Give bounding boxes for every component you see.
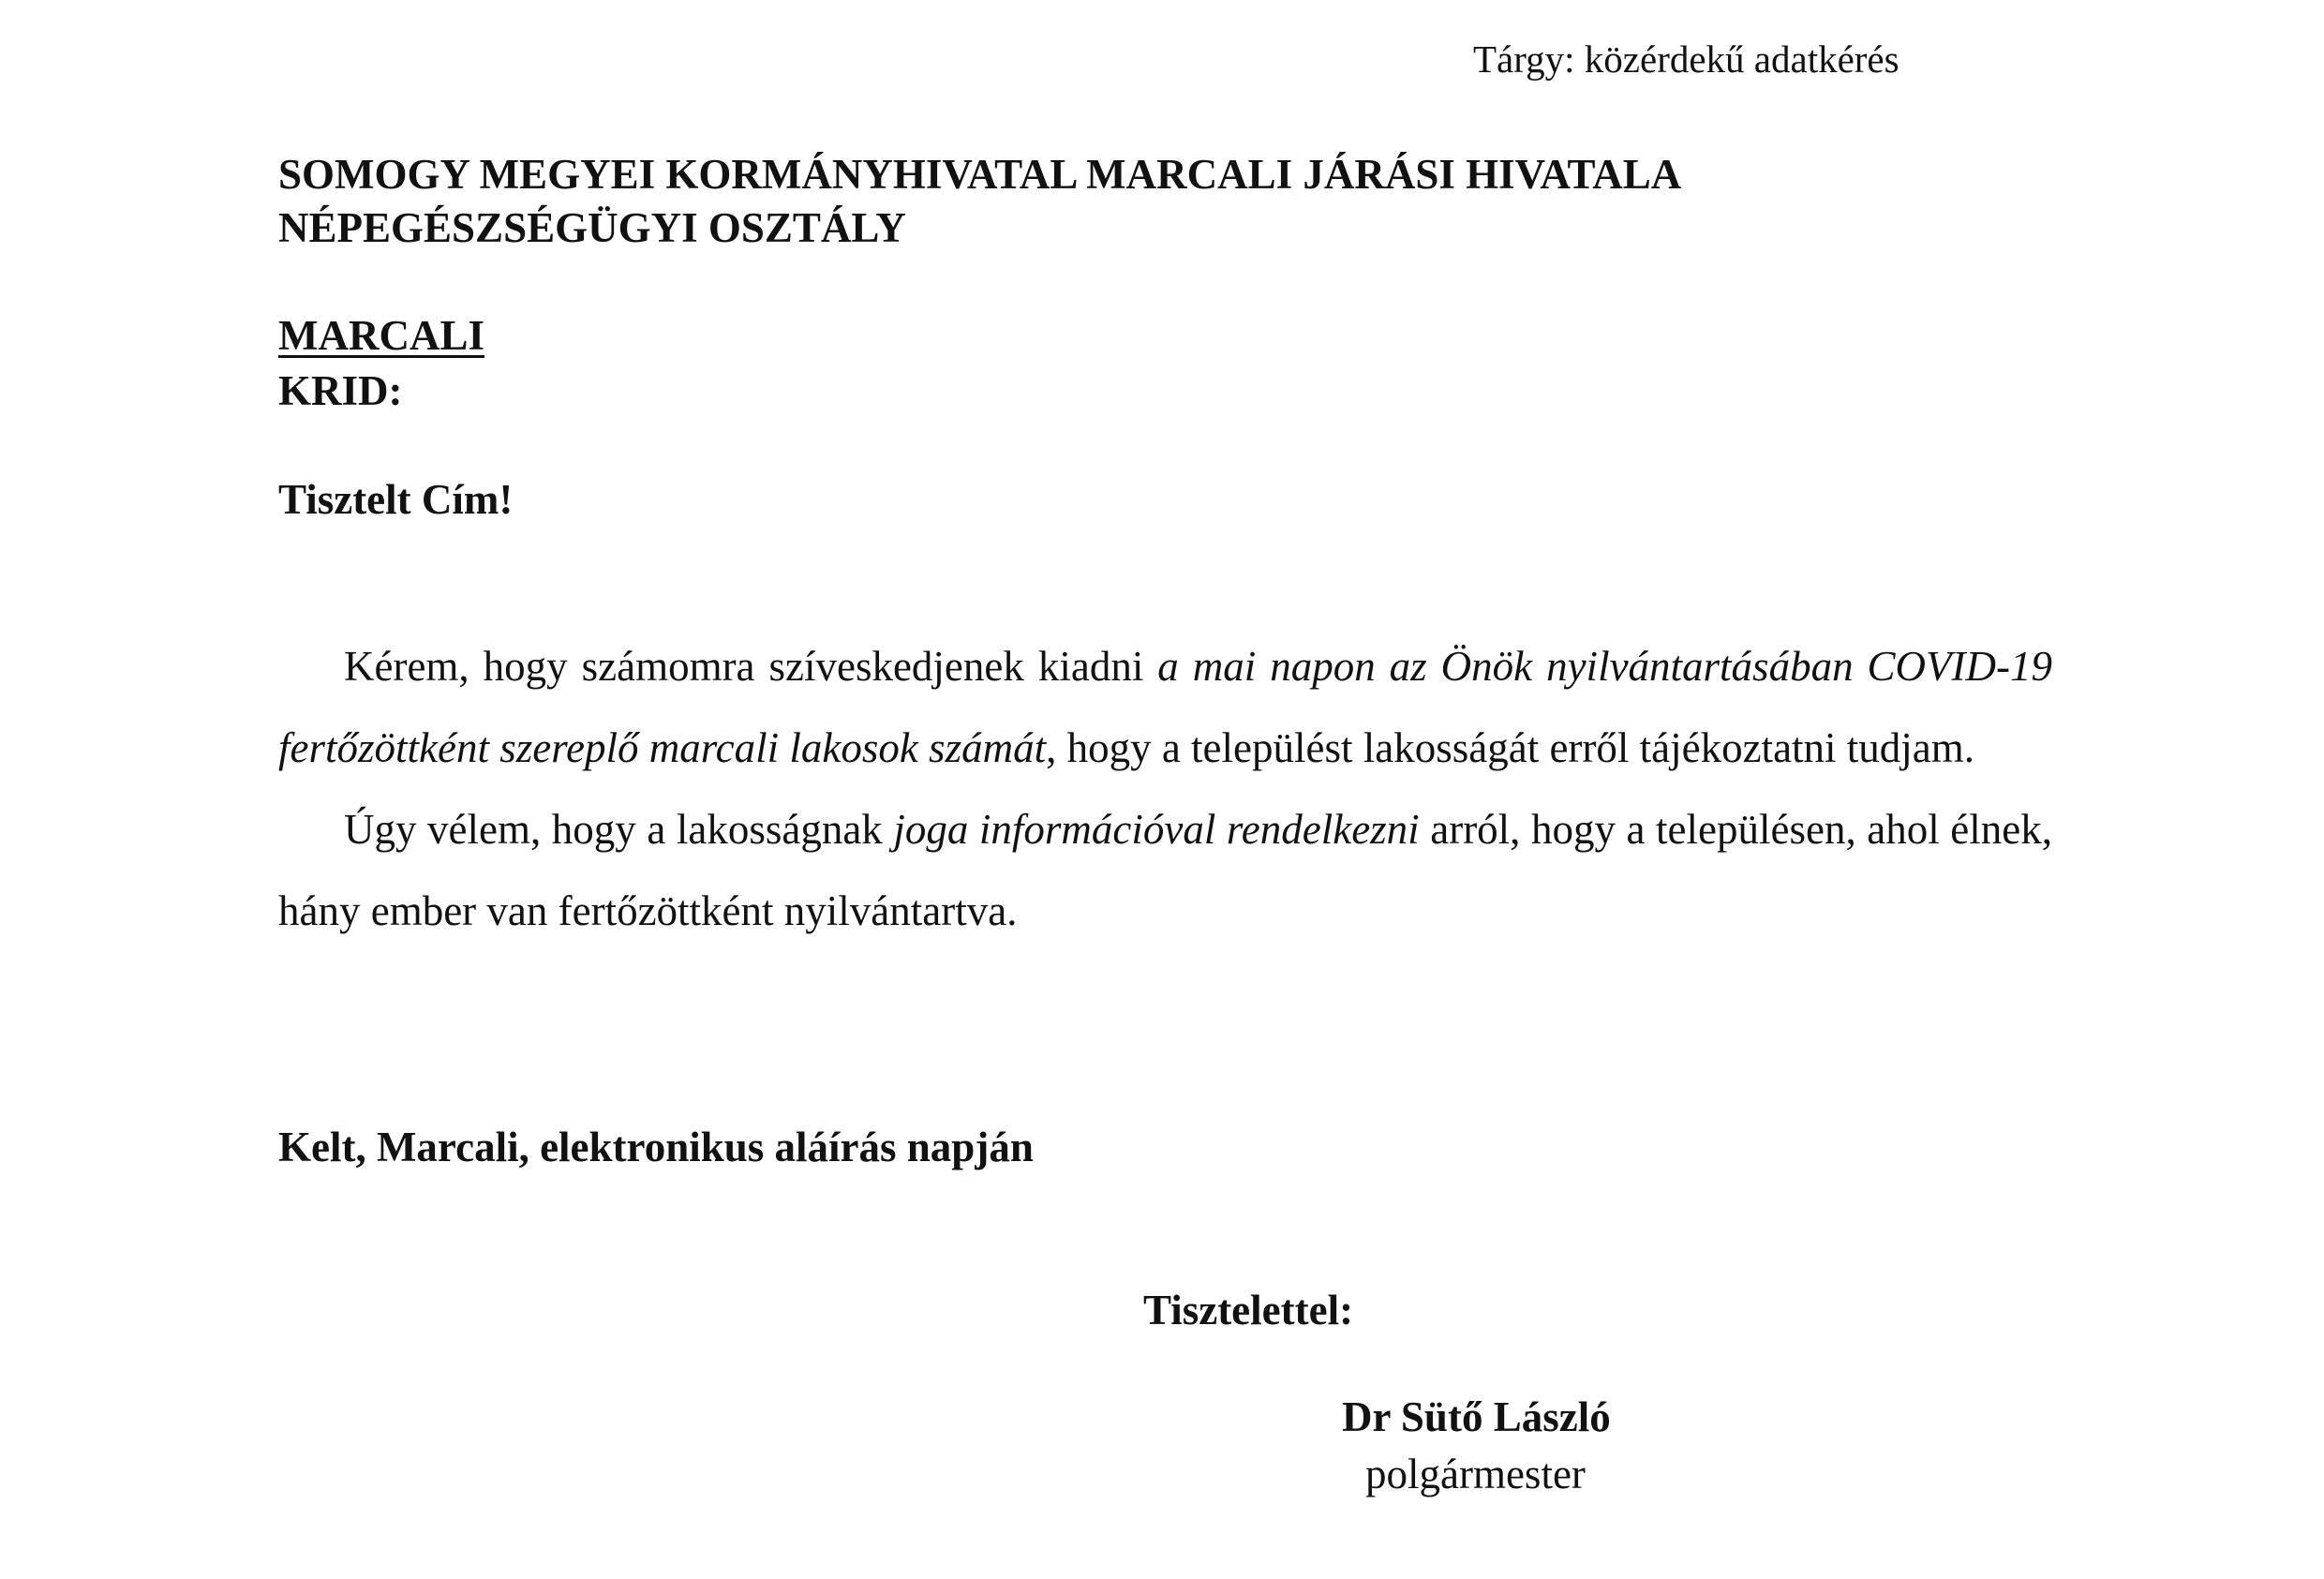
- signer-name: Dr Sütő László: [1342, 1393, 1611, 1440]
- signer-title: polgármester: [1365, 1451, 1586, 1497]
- recipient-block: [278, 148, 1681, 255]
- closing-line: Tisztelettel:: [1143, 1287, 1354, 1333]
- letter-body: [278, 626, 2052, 952]
- body-p2-emphasis: joga információval rendelkezni: [893, 806, 1420, 853]
- body-p1-emphasis: a mai napon az Önök nyilvántartásában COVID-19 fertőzöttként szereplő marcali lakosok számát: [278, 643, 2052, 771]
- salutation: Tisztelt Cím!: [278, 476, 514, 523]
- body-p1-text-end: , hogy a települést lakosságát erről tájékoztatni tudjam.: [1046, 724, 1975, 771]
- body-p2-text-end: arról, hogy a településen, ahol élnek, hány ember van fertőzöttként nyilvántartva.: [278, 806, 2052, 934]
- subject-line: Tárgy: közérdekű adatkérés: [1473, 37, 1899, 81]
- body-paragraph-2: [278, 789, 2052, 952]
- place-date-line: Kelt, Marcali, elektronikus aláírás napján: [278, 1124, 1034, 1170]
- krid-label: KRID:: [278, 367, 403, 414]
- body-p1-text-start: Kérem, hogy számomra szíveskedjenek kiadni: [344, 643, 1158, 690]
- body-paragraph-1: [278, 626, 2052, 789]
- recipient-office: SOMOGY MEGYEI KORMÁNYHIVATAL MARCALI JÁRÁSI HIVATALA: [278, 151, 1682, 198]
- recipient-city: MARCALI: [278, 312, 484, 359]
- recipient-department: NÉPEGÉSZSÉGÜGYI OSZTÁLY: [278, 204, 906, 251]
- body-p2-text-start: Úgy vélem, hogy a lakosságnak: [344, 806, 894, 853]
